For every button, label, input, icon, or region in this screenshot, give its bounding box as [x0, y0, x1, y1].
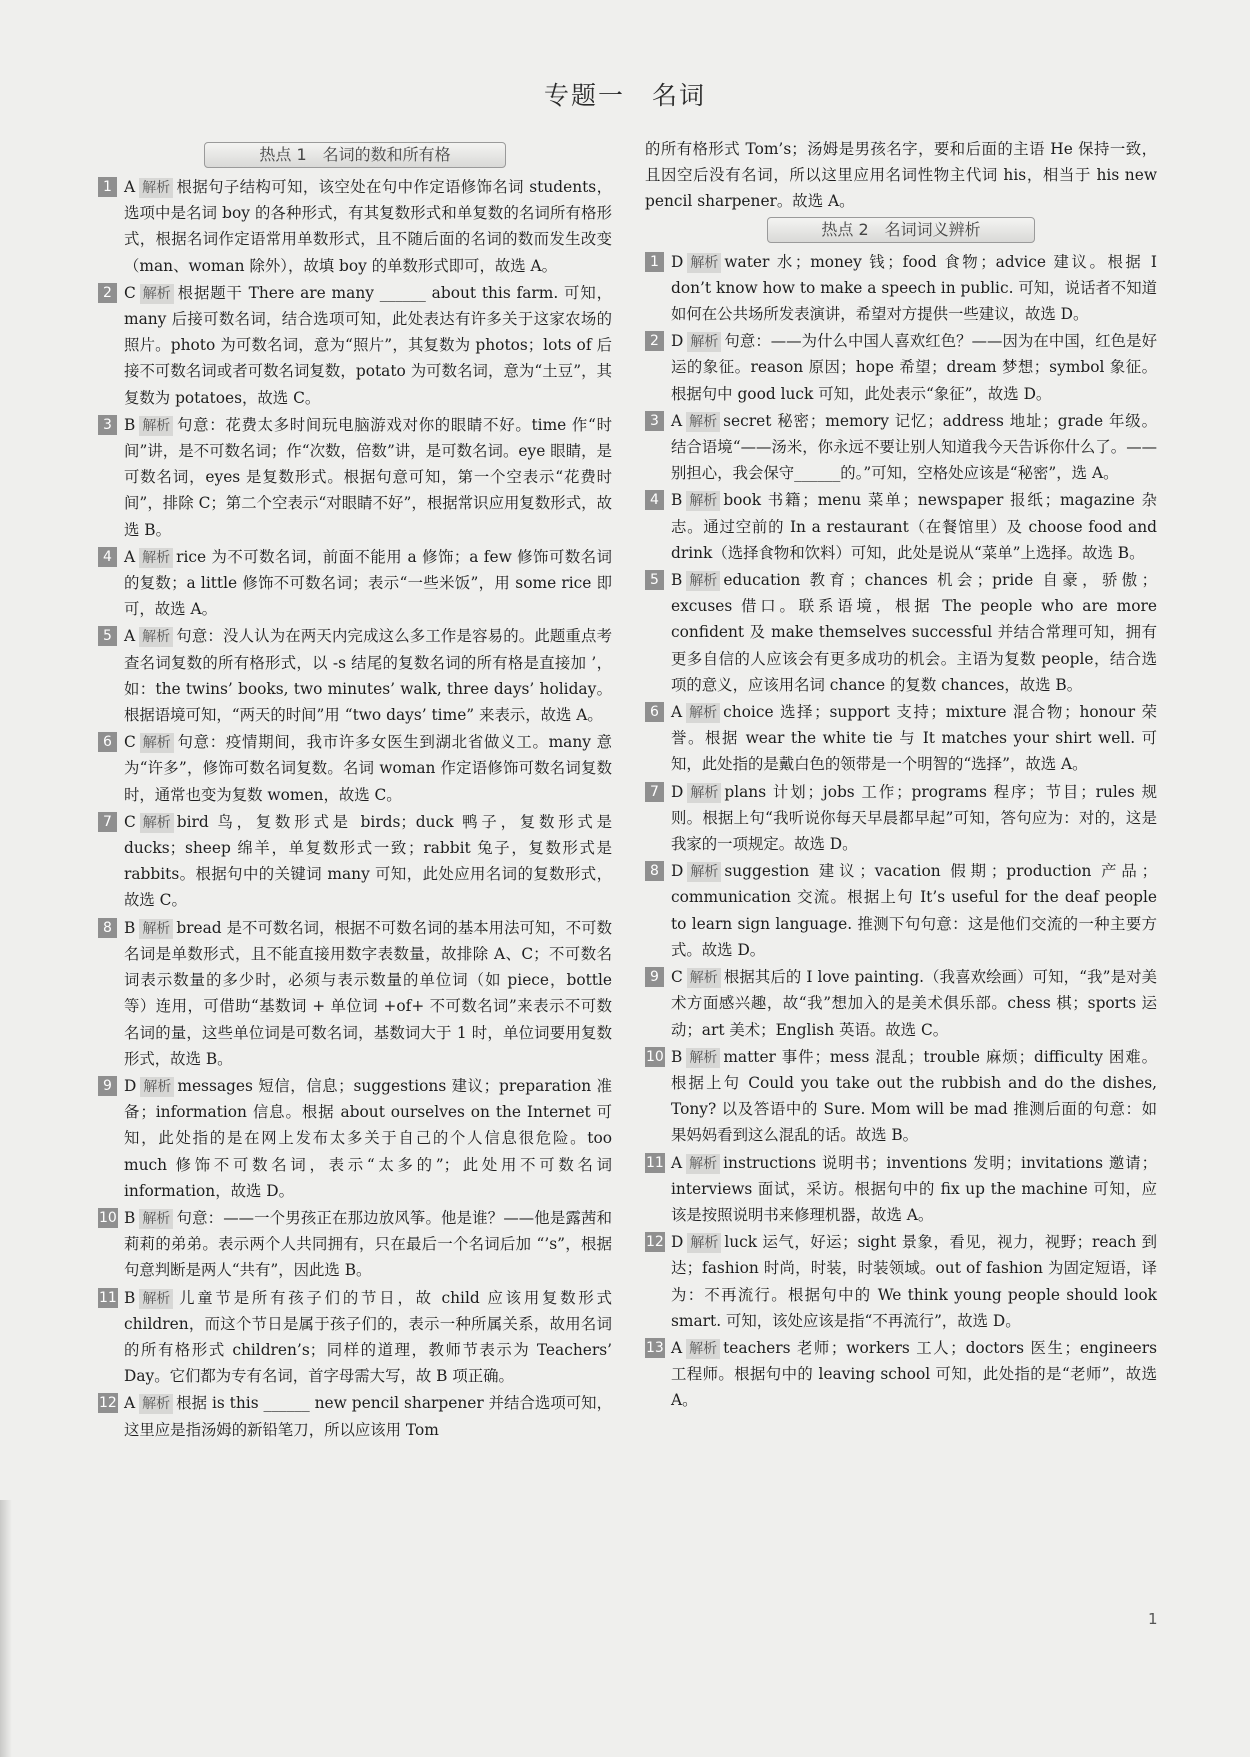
left-column — [98, 140, 612, 1444]
answer-item — [98, 1390, 612, 1442]
analysis-tag: 解析 — [140, 733, 174, 753]
answer-letter: D — [671, 332, 684, 351]
answer-letter: C — [124, 733, 136, 752]
analysis-tag: 解析 — [140, 1077, 174, 1097]
answer-letter: B — [671, 491, 683, 510]
answer-item — [645, 858, 1157, 963]
answer-letter: A — [671, 703, 683, 722]
explanation-text: water 水；money 钱；food 食物；advice 建议。根据 I don’t know how to make a speech in public. 可知，说话者不知道如何在公共场所发表演讲，希望对方提供一些建议，故选 D。 — [671, 252, 1157, 324]
analysis-tag: 解析 — [687, 862, 721, 882]
left-answer-list — [98, 174, 612, 1443]
analysis-tag: 解析 — [139, 1289, 173, 1309]
item-number-badge: 8 — [645, 861, 664, 881]
analysis-tag: 解析 — [687, 783, 721, 803]
answer-item — [645, 964, 1157, 1043]
answer-letter: C — [124, 283, 136, 302]
answer-item — [98, 1285, 612, 1390]
item-number-badge: 7 — [645, 782, 664, 802]
analysis-tag: 解析 — [687, 968, 721, 988]
explanation-text: bird 鸟，复数形式是 birds；duck 鸭子，复数形式是 ducks；sheep 绵羊，单复数形式一致；rabbit 兔子，复数形式是 rabbits。根据句中的关键词 many 可知，此处应用名词的复数形式，故选 C。 — [124, 812, 612, 910]
item-number-badge: 5 — [645, 570, 664, 590]
item-number-badge: 11 — [99, 1289, 117, 1306]
item-number-badge: 3 — [98, 415, 117, 435]
answer-item — [645, 1335, 1157, 1414]
explanation-text: messages 短信，信息；suggestions 建议；preparation 准备；information 信息。根据 about ourselves on the Internet 可知，此处指的是在网上发布太多关于自己的个人信息很危险。too much 修饰不可数名词，表示“太多的”；此处用不可数名词 information，故选 D。 — [124, 1076, 612, 1200]
explanation-text: book 书籍；menu 菜单；newspaper 报纸；magazine 杂志。通过空前的 In a restaurant（在餐馆里）及 choose food and drink（选择食物和饮料）可知，此处是说从“菜单”上选择。故选 B。 — [671, 491, 1157, 562]
analysis-tag: 解析 — [139, 1209, 173, 1229]
answer-item — [645, 699, 1157, 778]
answer-item — [98, 1205, 612, 1284]
section-heading-1: 热点 1 名词的数和所有格 — [204, 142, 506, 168]
item-number-badge: 4 — [98, 547, 117, 567]
item-number-badge: 9 — [98, 1076, 117, 1096]
analysis-tag: 解析 — [686, 571, 720, 591]
item-number-badge: 12 — [646, 1234, 664, 1251]
analysis-tag: 解析 — [139, 919, 173, 939]
answer-letter: B — [124, 415, 136, 434]
answer-letter: C — [124, 812, 136, 831]
answer-item — [98, 174, 612, 279]
analysis-tag: 解析 — [687, 1233, 721, 1253]
answer-letter: C — [671, 968, 683, 987]
answer-letter: B — [124, 918, 136, 937]
explanation-text: suggestion 建议；vacation 假期；production 产品；communication 交流。根据上句 It’s useful for the deaf people to learn sign language. 推测下句句意：这是他们交流的一种主要方式。故选 D。 — [671, 862, 1157, 959]
analysis-tag: 解析 — [686, 703, 720, 723]
answer-item — [645, 249, 1157, 328]
answer-item — [645, 487, 1157, 566]
explanation-text: 根据 is this ______ new pencil sharpener 并结合选项可知，这里应是指汤姆的新铅笔刀，所以应该用 Tom — [124, 1394, 612, 1439]
answer-item — [98, 809, 612, 914]
answer-letter: A — [671, 1153, 683, 1172]
analysis-tag: 解析 — [686, 1339, 720, 1359]
answer-item — [98, 280, 612, 411]
explanation-text: 根据句子结构可知，该空处在句中作定语修饰名词 students，选项中是名词 boy 的各种形式，有其复数形式和单复数的名词所有格形式，根据名词作定语常用单数形式，且不随后面的名词的数而发生改变（man、woman 除外），故填 boy 的单数形式即可，故选 A。 — [124, 178, 612, 275]
answer-item — [98, 1073, 612, 1204]
explanation-text: matter 事件；mess 混乱；trouble 麻烦；difficulty 困难。根据上句 Could you take out the rubbish and do the dishes, Tony? 以及答语中的 Sure. Mom will be mad 推测后面的句意：如果妈妈看到这么混乱的话。故选 B。 — [671, 1047, 1157, 1145]
item-number-badge: 6 — [645, 702, 664, 722]
explanation-text: teachers 老师；workers 工人；doctors 医生；engineers 工程师。根据句中的 leaving school 可知，此处指的是“老师”，故选 A。 — [671, 1338, 1157, 1410]
explanation-text: 根据其后的 I love painting.（我喜欢绘画）可知，“我”是对美术方面感兴趣，故“我”想加入的是美术俱乐部。chess 棋；sports 运动；art 美术；English 英语。故选 C。 — [671, 968, 1157, 1039]
explanation-text: bread 是不可数名词，根据不可数名词的基本用法可知，不可数名词是单数形式，且不能直接用数字表数量，故排除 A、C；不可数名词表示数量的多少时，必须与表示数量的单位词（如 piece，bottle 等）连用，可借助“基数词 + 单位词 +of+ 不可数名词”来表示不可数名词的量，这些单位词是可数名词，基数词大于 1 时，单位词要用复数形式，故选 B。 — [124, 918, 612, 1068]
answer-letter: D — [671, 782, 684, 801]
answer-item — [98, 915, 612, 1072]
explanation-text: 句意：花费太多时间玩电脑游戏对你的眼睛不好。time 作“时间”讲，是不可数名词；作“次数，倍数”讲，是可数名词。eye 眼睛，是可数名词，eyes 是复数形式。根据句意可知，第一个空表示“花费时间”，排除 C；第二个空表示“对眼睛不好”，根据常识应用复数形式，故选 B。 — [124, 415, 612, 539]
item-number-badge: 1 — [645, 252, 664, 272]
answer-letter: B — [124, 1208, 136, 1227]
answer-letter: A — [124, 627, 136, 646]
item-number-badge: 1 — [98, 177, 117, 197]
analysis-tag: 解析 — [686, 412, 720, 432]
item-number-badge: 8 — [98, 918, 117, 938]
analysis-tag: 解析 — [139, 1394, 173, 1414]
explanation-text: rice 为不可数名词，前面不能用 a 修饰；a few 修饰可数名词的复数；a little 修饰不可数名词；表示“一些米饭”，用 some rice 即可，故选 A。 — [124, 547, 612, 619]
page-edge-shadow — [0, 1500, 12, 1757]
page-number: 1 — [1148, 1610, 1158, 1628]
answer-letter: A — [671, 411, 683, 430]
explanation-text: 句意：没人认为在两天内完成这么多工作是容易的。此题重点考查名词复数的所有格形式，以 -s 结尾的复数名词的所有格是直接加 ’，如：the twins’ books, two minutes’ walk, three days’ holiday。根据语境可知，“两天的时间”用 “two days’ time” 来表示，故选 A。 — [124, 627, 612, 725]
analysis-tag: 解析 — [140, 284, 174, 304]
explanation-text: 句意：——一个男孩正在那边放风筝。他是谁？——他是露茜和莉莉的弟弟。表示两个人共同拥有，只在最后一个名词后加 “’s”，根据句意判断是两人“共有”，因此选 B。 — [124, 1208, 612, 1280]
item-number-badge: 9 — [645, 967, 664, 987]
right-column — [645, 136, 1157, 1415]
explanation-text: 根据题干 There are many ______ about this farm. 可知，many 后接可数名词，结合选项可知，此处表达有许多关于这家农场的照片。photo 为可数名词，意为“照片”，其复数为 photos；lots of 后接不可数名词或者可数名词复数，potato 为可数名词，意为“土豆”，其复数为 potatoes，故选 C。 — [124, 283, 612, 407]
page-title: 专题一 名词 — [543, 81, 706, 110]
explanation-text: 句意：疫情期间，我市许多女医生到湖北省做义工。many 意为“许多”，修饰可数名词复数。名词 woman 作定语修饰可数名词复数时，通常也变为复数 women，故选 C。 — [124, 733, 612, 804]
analysis-tag: 解析 — [139, 627, 173, 647]
answer-item — [645, 1044, 1157, 1149]
explanation-text: 句意：——为什么中国人喜欢红色？——因为在中国，红色是好运的象征。reason 原因；hope 希望；dream 梦想；symbol 象征。根据句中 good luck 可知，此处表示“象征”，故选 D。 — [671, 332, 1157, 403]
item-number-badge: 10 — [646, 1048, 664, 1065]
analysis-tag: 解析 — [139, 548, 173, 568]
section-heading-2: 热点 2 名词词义辨析 — [767, 217, 1035, 243]
item-number-badge: 12 — [99, 1395, 117, 1412]
answer-letter: D — [124, 1076, 137, 1095]
answer-letter: B — [671, 1047, 683, 1066]
analysis-tag: 解析 — [687, 253, 721, 273]
explanation-text: choice 选择；support 支持；mixture 混合物；honour 荣誉。根据 wear the white tie 与 It matches your shirt well. 可知，此处指的是戴白色的领带是一个明智的“选择”，故选 A。 — [671, 703, 1157, 774]
answer-letter: A — [671, 1338, 683, 1357]
analysis-tag: 解析 — [139, 178, 173, 198]
answer-letter: A — [124, 547, 136, 566]
analysis-tag: 解析 — [686, 491, 720, 511]
answer-item — [645, 779, 1157, 858]
analysis-tag: 解析 — [687, 332, 721, 352]
answer-item — [645, 408, 1157, 487]
item-number-badge: 2 — [98, 283, 117, 303]
analysis-tag: 解析 — [139, 416, 173, 436]
answer-letter: B — [671, 571, 683, 590]
analysis-tag: 解析 — [140, 813, 174, 833]
answer-item — [645, 328, 1157, 407]
item-number-badge: 11 — [646, 1154, 664, 1171]
answer-item — [645, 1229, 1157, 1334]
explanation-text: education 教育；chances 机会；pride 自豪，骄傲；excuses 借口。联系语境，根据 The people who are more confident 及 make themselves successful 并结合常理可知，拥有更多自信的人应该会有更多成功的机会。主语为复数 people，结合选项的意义，应该用名词 chance 的复数 chances，故选 B。 — [671, 571, 1157, 694]
answer-item — [98, 544, 612, 623]
answer-item — [645, 567, 1157, 698]
explanation-text: luck 运气，好运；sight 景象，看见，视力，视野；reach 到达；fashion 时尚，时装，时装领域。out of fashion 为固定短语，译为：不再流行。根据句中的 We think young people should look smart. 可知，该处应该是指“不再流行”，故选 D。 — [671, 1233, 1157, 1330]
item-number-badge: 2 — [645, 331, 664, 351]
continuation-text: 的所有格形式 Tom’s；汤姆是男孩名字，要和后面的主语 He 保持一致，且因空后没有名词，所以这里应用名词性物主代词 his，相当于 his new pencil sharpener。故选 A。 — [645, 140, 1157, 211]
answer-item — [98, 729, 612, 808]
item-number-badge: 6 — [98, 732, 117, 752]
explanation-text: plans 计划；jobs 工作；programs 程序；节目；rules 规则。根据上句“我听说你每天早晨都早起”可知，答句应为：对的，这是我家的一项规定。故选 D。 — [671, 782, 1157, 854]
item-number-badge: 3 — [645, 411, 664, 431]
right-answer-list — [645, 249, 1157, 1414]
answer-item — [98, 412, 612, 543]
item-number-badge: 7 — [98, 812, 117, 832]
answer-letter: D — [671, 862, 684, 881]
answer-letter: D — [671, 1233, 684, 1252]
answer-letter: A — [124, 178, 136, 196]
answer-letter: B — [124, 1288, 136, 1307]
analysis-tag: 解析 — [686, 1154, 720, 1174]
explanation-text: 儿童节是所有孩子们的节日，故 child 应该用复数形式 children，而这个节日是属于孩子们的，表示一种所属关系，故用名词的所有格形式 children’s；同样的道理，教师节表示为 Teachers’ Day。它们都为专有名词，首字母需大写，故 B 项正确。 — [124, 1288, 612, 1386]
explanation-text: secret 秘密；memory 记忆；address 地址；grade 年级。结合语境“——汤米，你永远不要让别人知道我今天告诉你什么了。——别担心，我会保守______的。”可知，空格处应该是“秘密”，选 A。 — [671, 411, 1157, 483]
item-number-badge: 5 — [98, 626, 117, 646]
item-number-badge: 13 — [646, 1339, 664, 1356]
answer-letter: A — [124, 1394, 136, 1413]
item-number-badge: 4 — [645, 490, 664, 510]
answer-item — [98, 623, 612, 728]
analysis-tag: 解析 — [686, 1048, 720, 1068]
answer-letter: D — [671, 252, 684, 271]
answer-item — [645, 1150, 1157, 1229]
explanation-text: instructions 说明书；inventions 发明；invitations 邀请；interviews 面试，采访。根据句中的 fix up the machine 可知，应该是按照说明书来修理机器，故选 A。 — [671, 1153, 1157, 1224]
item-number-badge: 10 — [99, 1209, 117, 1226]
